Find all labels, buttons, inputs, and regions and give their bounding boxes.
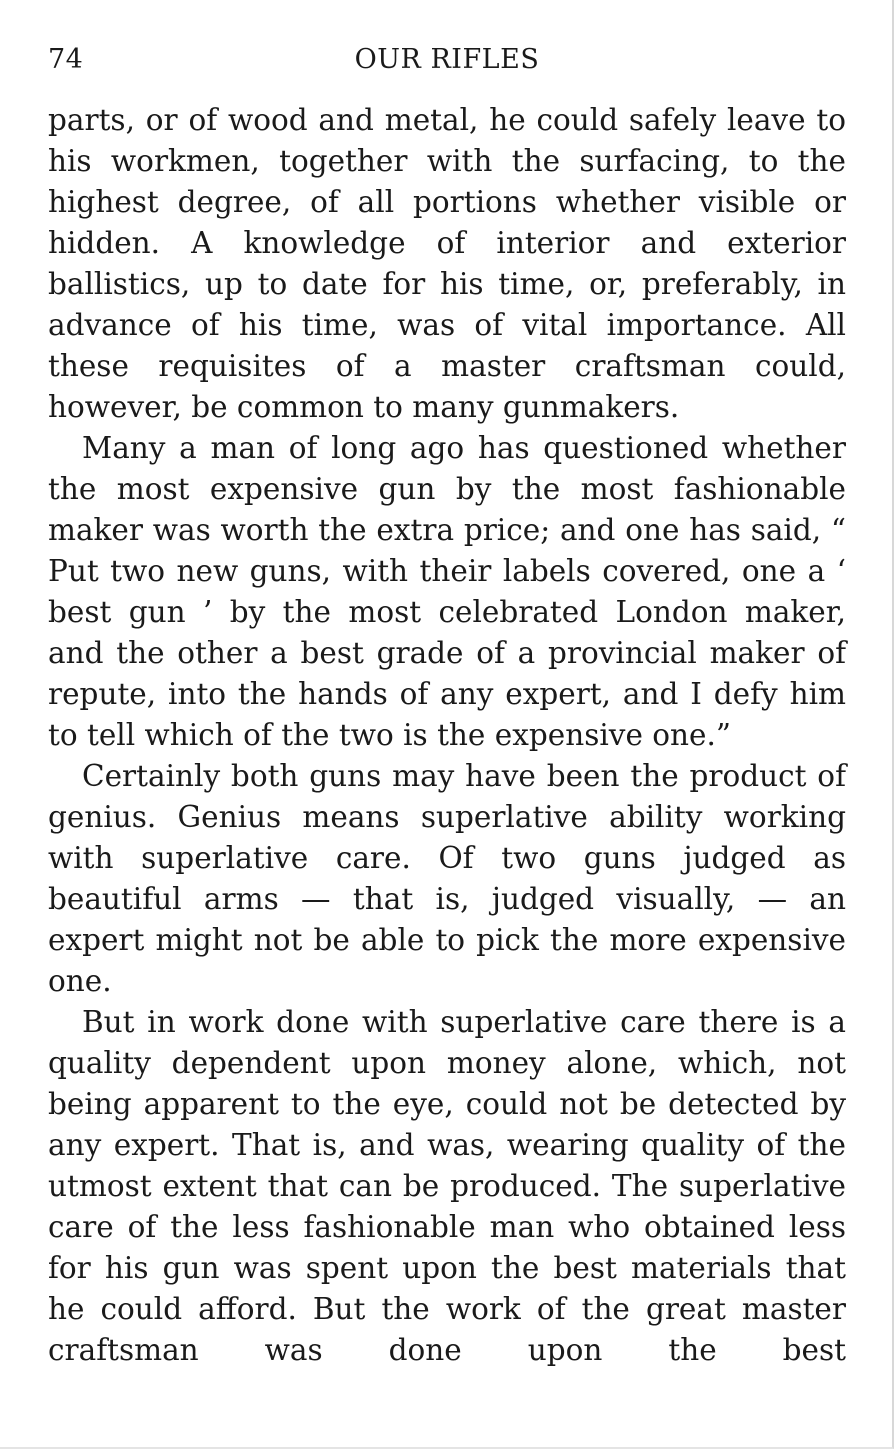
page-number: 74 [48,44,84,75]
running-head [48,44,846,84]
paragraph-wearing-quality: But in work done with superlative care there is a quality dependent upon money alone, which, not being apparent to the eye, could not be detected by any expert. That is, and was, wearing quality of the utmost extent that can be produced. The superlative care of the less fashionable man who obtained less for his gun was spent upon the best materials that he could afford. But the work of the great master craftsman was done upon the best [48,1005,846,1367]
paragraph-continued: parts, or of wood and metal, he could safely leave to his workmen, together with the surfacing, to the highest degree, of all portions whether visible or hidden. A knowledge of interior and exterior ballistics, up to date for his time, or, preferably, in advance of his time, was of vital importance. All these requisites of a master craftsman could, however, be common to many gunmakers. [48,103,846,424]
paragraph-expensive-gun: Many a man of long ago has questioned whether the most expensive gun by the most fashionable maker was worth the extra price; and one has said, “ Put two new guns, with their labels covered, one a ‘ best gun ’ by the most celebrated London maker, and the other a best grade of a provincial maker of repute, into the hands of any expert, and I defy him to tell which of the two is the expensive one.” [48,431,846,752]
body-text [48,100,846,1371]
running-title: OUR RIFLES [354,44,540,75]
paragraph-genius: Certainly both guns may have been the product of genius. Genius means superlative ability working with superlative care. Of two guns judged as beautiful arms — that is, judged visually, — an expert might not be able to pick the more expensive one. [48,759,846,998]
